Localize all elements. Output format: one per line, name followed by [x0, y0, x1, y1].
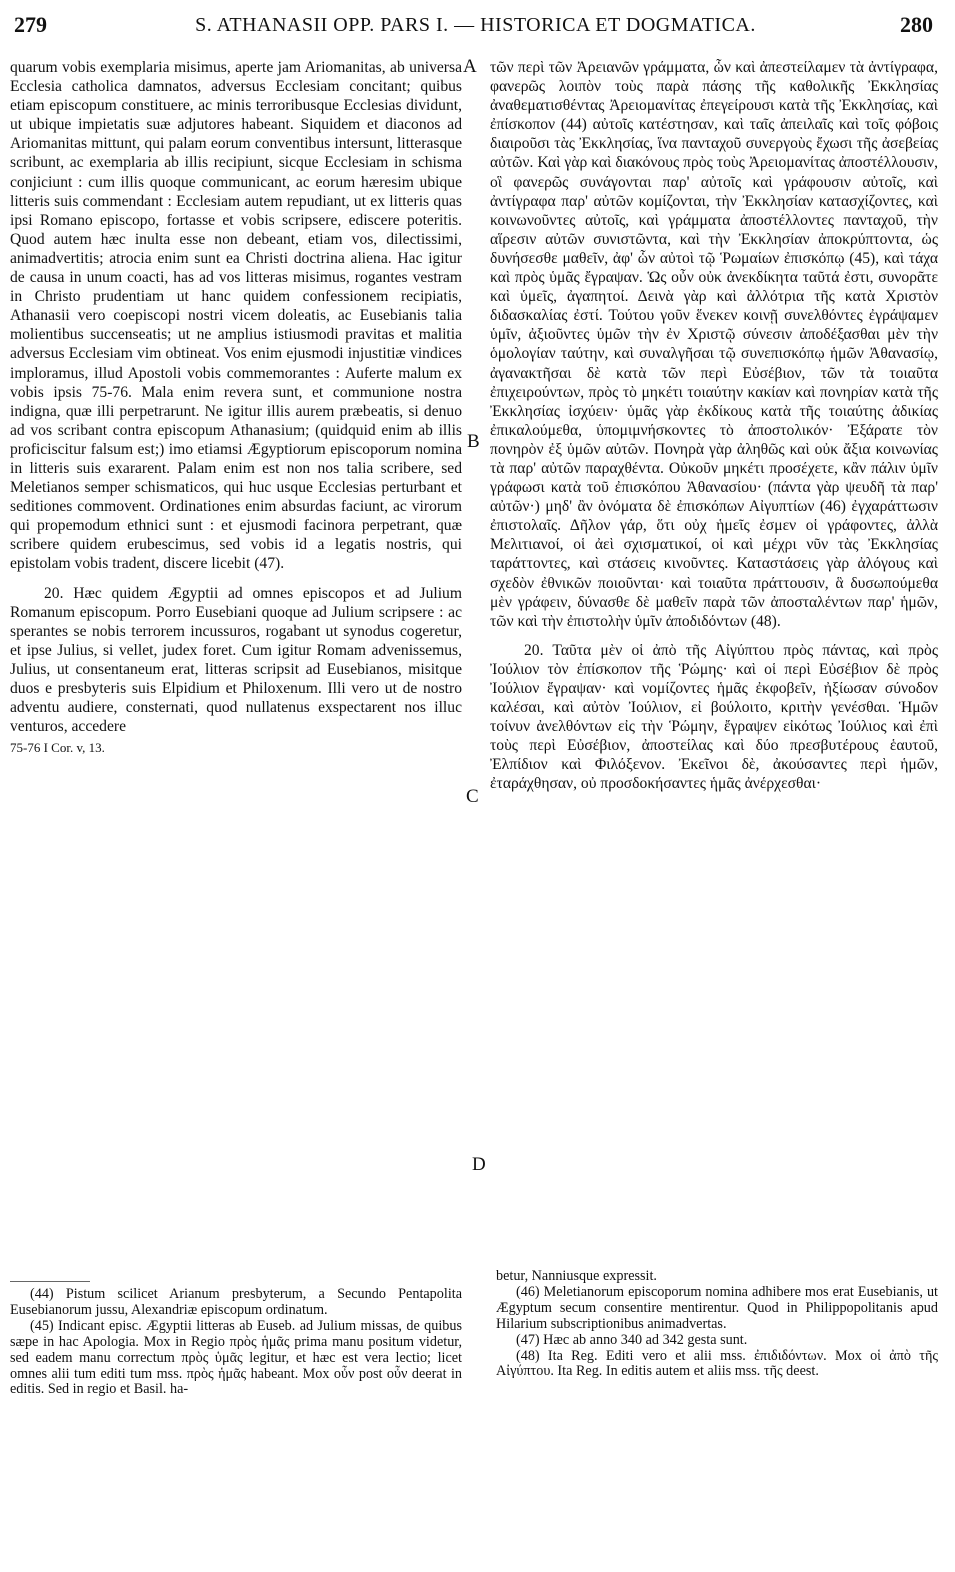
running-header [8, 12, 943, 46]
footnote-44: (44) Pistum scilicet Arianum presbyterum, a Secundo Pentapolita Eusebianorum jussu, Alexandriæ episcopum ordinatum. [10, 1286, 462, 1318]
greek-column [490, 58, 938, 794]
notes-divider [10, 1281, 90, 1282]
latin-paragraph-1: quarum vobis exemplaria misimus, aperte jam Ariomanitas, ab universa Ecclesia catholica damnatos, adversus Ecclesiam concitant; quibus etiam episcopum constituere, ac minis terroribusque Ecclesias dividunt, ut ubique impietatis suæ adjutores habeant. Siquidem et diaconos ad Ariomanitas mittunt, qui palam eorum conventibus intersunt, litterasque scribunt, ac exemplaria ab illis recipiunt, sicque Ecclesiam in schisma conjiciunt : cum illis quoque communicant, ac eorum hæresim ubique litteris suis commendant : Ecclesiam autem repudiant, ut ex litteris quas ipsi Romano episcopo, fortasse et vobis scripsere, ediscere poteritis. Quod autem hæc inulta esse non debeant, etiam vos, dilectissimi, animadvertitis; atrocia enim sunt ea Christi doctrina aliena. Hac igitur de causa in unum coacti, has ad vos litteras misimus, rogantes vestram in Christo prudentiam ut hanc quidem confessionem recipiatis, Athanasii vero coepiscopi nostri vicem doleatis, ac Eusebianis talia molientibus succenseatis; ut ne amplius istiusmodi pravitas et malitia adversus Ecclesiam vim obtineat. Vos enim ejusmodi injustitiæ vindices imploramus, illud Apostoli vobis commemorantes : Auferte malum ex vobis ipsis 75-76. Mala enim revera sunt, et communione nostra indigna, quæ illi perpetrarunt. Ne igitur illis aurem præbeatis, si denuo ad vos scribant contra episcopum Athanasium; (quidquid enim ab illis proficiscitur falsum est;) imo etiamsi Ægyptiorum episcoporum nomina in litteris suis exararent. Palam enim est non nos talia scribere, sed Meletianos semper schismaticos, qui huc usque Ecclesias perturbant et seditiones commovent. Ordinationes enim absurdas faciunt, ac virorum qui propemodum ethnici sunt : et ejusmodi facinora perpetrant, quæ scribere quidem erubescimus, sed vobis id a legatis nostris, qui epistolam vobis tradent, discere licebit (47). [10, 59, 462, 573]
page-number-right: 280 [900, 12, 933, 37]
footnote-48: (48) Ita Reg. Editi vero et alii mss. ἐπιδιδόντων. Mox οἱ ἀπὸ τῆς Αἰγύπτου. Ita Reg. In editis autem et aliis mss. τῆς deest. [496, 1347, 938, 1380]
footnotes-right [496, 1269, 938, 1380]
margin-marker-d: D [472, 1154, 486, 1175]
margin-marker-a: A [463, 56, 477, 77]
margin-marker-b: B [467, 431, 480, 452]
scripture-reference: 75-76 I Cor. v, 13. [10, 740, 105, 756]
greek-paragraph-1: τῶν περὶ τῶν Ἀρειανῶν γράμματα, ὧν καὶ ἀπεστείλαμεν τὰ ἀντίγραφα, φανερῶς λοιπὸν τοὺς παρὰ πάσης τῆς καθολικῆς Ἐκκλησίας ἀναθεματισθέντας Ἀρειομανίτας ἐπεγείρουσι κατὰ τῆς Ἐκκλησίας, καὶ ἐπίσκοπον (44) αὐτοῖς κατέστησαν, καὶ ταῖς ἀπειλαῖς καὶ τοῖς φόβοις διαιροῦσι τὰς Ἐκκλησίας, ἵνα πανταχοῦ συνεργοὺς ἔχωσι τῆς ἀσεβείας αὐτῶν. Καὶ γὰρ καὶ διακόνους πρὸς τοὺς Ἀρειομανίτας ἀποστέλλουσιν, οἳ φανερῶς συνάγονται παρ' αὐτοῖς καὶ γράφουσιν αὐτοῖς, καὶ ἀντίγραφα παρ' αὐτῶν κομίζονται, τὴν Ἐκκλησίαν κατασχίζοντες, καὶ κοινωνοῦντες αὐτοῖς, καὶ γράμματα ἀποστέλλοντες πανταχοῦ, τὴν αἵρεσιν αὐτῶν συνιστῶντα, καὶ τὴν Ἐκκλησίαν ἀποκρύπτοντα, ὡς δυνήσεσθε μαθεῖν, ἀφ' ὧν αὐτοὶ τῷ Ῥωμαίων ἐπισκόπῳ (45), καὶ τάχα καὶ πρὸς ὑμᾶς ἔγραψαν. Ὡς οὖν οὐκ ἀνεκδίκητα ταῦτά ἐστι, συνορᾶτε καὶ ὑμεῖς, ἀγαπητοί. Δεινὰ γὰρ καὶ ἀλλότρια τῆς κατὰ Χριστὸν διδασκαλίας ἐστί. Τούτου γοῦν ἕνεκεν κοινῇ συνελθόντες ἐγράψαμεν ὑμῖν, ἀξιοῦντες ὑμῶν τὴν ἐν Χριστῷ σύνεσιν ἀποδέξασθαι μὲν τὴν ὁμολογίαν ταύτην, καὶ συναλγῆσαι τῷ συνεπισκόπῳ ἡμῶν Ἀθανασίῳ, ἀγανακτῆσαι δὲ κατὰ τῶν περὶ Εὐσέβιον, τῶν τὰ τοιαῦτα ἐπιχειρούντων, πρὸς τὸ μηκέτι τοιαύτην κακίαν καὶ πονηρίαν κατὰ τῆς Ἐκκλησίας ἰσχύειν· ὑμᾶς γὰρ ἐκδίκους κατὰ τῆς τοιαύτης ἀδικίας ἐπικαλούμεθα, ὑπομιμνήσκοντες τὸ ἀποστολικόν· Ἐξάρατε τὸν πονηρὸν ἐξ ὑμῶν αὐτῶν. Πονηρὰ γὰρ ἀληθῶς καὶ οὐκ ἄξια κοινωνίας τὰ παρ' αὐτῶν παραχθέντα. Οὐκοῦν μηκέτι προσέχετε, κἂν πάλιν ὑμῖν γράφωσι κατὰ τοῦ ἐπισκόπου Ἀθανασίου· (πάντα γὰρ ψευδῆ τὰ παρ' αὐτῶν·) μηδ' ἂν ὀνόματα δὲ ἐπισκόπων Αἰγυπτίων (46) ἐγχαράττωσιν ἐπιστολαῖς. Δῆλον γάρ, ὅτι οὐχ ἡμεῖς ἐσμεν οἱ γράφοντες, ἀλλὰ Μελιτιανοί, οἱ ἀεὶ σχισματικοί, οἱ καὶ μέχρι νῦν τὰς Ἐκκλησίας ταράττοντες, καὶ στάσεις κινοῦντες. Καταστάσεις γὰρ ἀλόγους καὶ σχεδὸν ἐθνικῶν ποιοῦνται· καὶ τοιαῦτα πράττουσιν, ἃ δυσωπούμεθα μὲν γράφειν, δύνασθε δὲ μαθεῖν παρὰ τῶν ἀποσταλέντων παρ' ἡμῶν, τῶν καὶ τὴν ἐπιστολὴν ὑμῖν ἀποδιδόντων (48). [490, 59, 938, 630]
footnote-45-continued: betur, Nanniusque expressit. [496, 1268, 657, 1284]
latin-paragraph-20: 20. Hæc quidem Ægyptii ad omnes episcopos et ad Julium Romanum episcopum. Porro Eusebiani quoque ad Julium scripsere : ac sperantes se nobis terrorem incussuros, rogabant ut synodus cogeretur, et ipse Julius, si vellet, judex foret. Cum igitur Romam advenissemus, Julius, ut consentaneum erat, litteras scripsit ad Eusebianos, misitque duos e presbyteris suis Elpidium et Philoxenum. Illi vero ut de nostro adventu audiere, consternati, quod nullatenus exspectarent nos illuc venturos, accedere [10, 584, 462, 736]
footnotes-left [10, 1287, 462, 1398]
footnote-45: (45) Indicant episc. Ægyptii litteras ab Euseb. ad Julium missas, de quibus sæpe in hac Apologia. Mox in Regio πρὸς ἡμᾶς prima manu positum videtur, sed eadem manu correctum πρὸς ὑμᾶς legitur, et hæc est vera lectio; licet omnes alii tum editi tum mss. πρὸς ἡμᾶς habeant. Mox οὖν post οὖν deerat in editis. Sed in regio et Basil. ha- [10, 1317, 462, 1398]
footnote-47: (47) Hæc ab anno 340 ad 342 gesta sunt. [516, 1331, 748, 1348]
margin-marker-c: C [466, 786, 479, 807]
footnote-46: (46) Meletianorum episcoporum nomina adhibere mos erat Eusebianis, ut Ægyptum secum consentire mentirentur. Quod in Philippopolitanis apud Hilarium subscriptionibus animadvertas. [496, 1283, 938, 1332]
greek-paragraph-20: 20. Ταῦτα μὲν οἱ ἀπὸ τῆς Αἰγύπτου πρὸς πάντας, καὶ πρὸς Ἰούλιον τὸν ἐπίσκοπον τῆς Ῥώμης· καὶ οἱ περὶ Εὐσέβιον δὲ πρὸς Ἰούλιον ἔγραψαν· καὶ νομίζοντες ἡμᾶς ἐκφοβεῖν, ἠξίωσαν σύνοδον καλέσαι, καὶ αὐτὸν Ἰούλιον, εἰ βούλοιτο, κριτὴν γενέσθαι. Ἡμῶν τοίνυν ἀνελθόντων εἰς τὴν Ῥώμην, ἔγραψεν εἰκότως Ἰούλιος καὶ ἐπὶ τοὺς περὶ Εὐσέβιον, ἀποστείλας καὶ δύο πρεσβυτέρους ἑαυτοῦ, Ἐλπίδιον καὶ Φιλόξενον. Ἐκεῖνοι δὲ, ἀκούσαντες περὶ ἡμῶν, ἐταράχθησαν, οὐ προσδοκήσαντες ἡμᾶς ἀνέρχεσθαι· [490, 641, 938, 793]
running-title: S. ATHANASII OPP. PARS I. — HISTORICA ET DOGMATICA. [195, 14, 756, 36]
page-number-left: 279 [14, 12, 47, 37]
latin-column [10, 58, 462, 757]
